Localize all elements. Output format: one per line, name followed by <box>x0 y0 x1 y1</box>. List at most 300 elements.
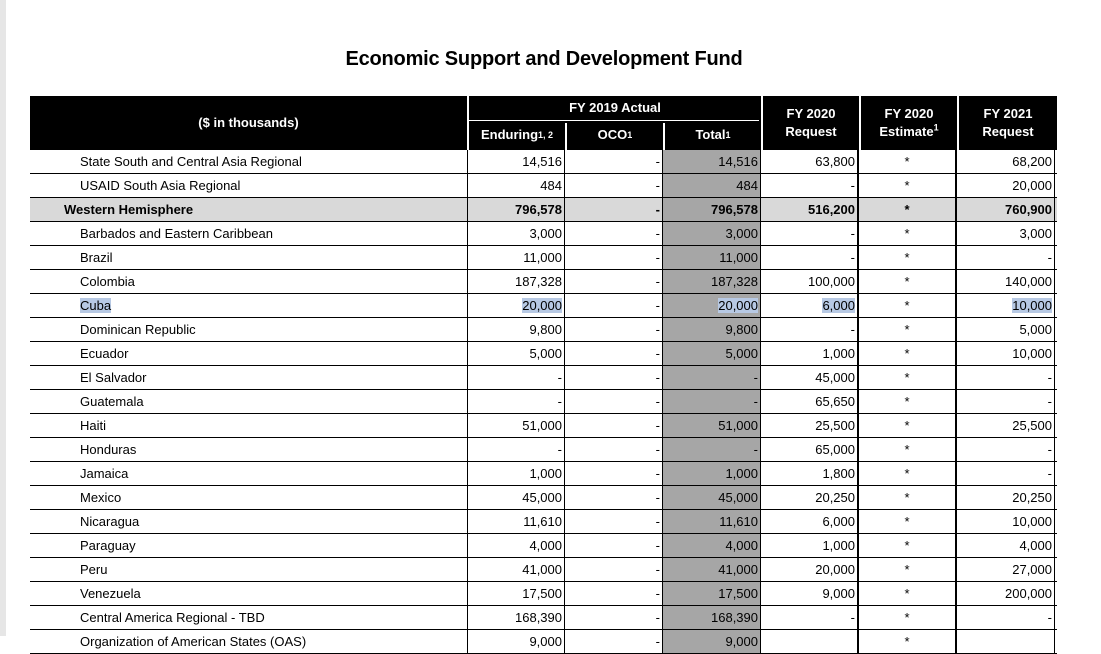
unit-header: ($ in thousands) <box>198 115 299 130</box>
enduring-cell <box>467 222 565 245</box>
fy2020-request-cell <box>761 486 859 509</box>
total-cell <box>663 630 761 653</box>
enduring-cell-value: 51,000 <box>522 418 562 433</box>
fy2021-request-cell-value: - <box>1047 610 1052 625</box>
fy2021-request-cell-value: 200,000 <box>1005 586 1052 601</box>
row-label <box>30 366 467 389</box>
fy2020-request-cell-value: - <box>850 226 855 241</box>
oco-cell <box>565 582 663 605</box>
total-cell-value: 796,578 <box>711 202 758 217</box>
oco-cell <box>565 606 663 629</box>
fy2020-estimate-cell <box>859 438 957 461</box>
oco-cell-value: - <box>655 202 660 217</box>
fy2021-request-cell-value: 27,000 <box>1012 562 1052 577</box>
fy2020-request-cell-value: 516,200 <box>808 202 855 217</box>
fy2020-request-cell <box>761 342 859 365</box>
fy2020-request-cell <box>761 294 859 317</box>
total-cell-value: 3,000 <box>725 226 758 241</box>
fy2021-request-cell <box>957 606 1055 629</box>
table-body <box>30 150 1057 654</box>
table-row <box>30 150 1057 174</box>
fy2021-request-cell <box>957 558 1055 581</box>
fy2021-request-line2: Request <box>982 124 1034 139</box>
table-row <box>30 294 1057 318</box>
total-label: Total <box>695 127 726 142</box>
oco-cell <box>565 630 663 653</box>
enduring-cell-value: 41,000 <box>522 562 562 577</box>
table-row <box>30 486 1057 510</box>
enduring-cell <box>467 294 565 317</box>
fy2021-request-cell-value: - <box>1047 466 1052 481</box>
row-label-text: Colombia <box>80 274 135 289</box>
enduring-cell <box>467 342 565 365</box>
fy2020-estimate-cell-value: * <box>904 586 910 601</box>
fy2020-estimate-cell-value: * <box>904 178 910 193</box>
table-row <box>30 582 1057 606</box>
fy2021-request-cell-value: 10,000 <box>1012 298 1052 313</box>
fy2020-request-cell-value: 65,650 <box>815 394 855 409</box>
fy2021-request-cell <box>957 582 1055 605</box>
total-cell <box>663 342 761 365</box>
row-label-text: Cuba <box>80 298 112 313</box>
fy2020-estimate-cell <box>859 606 957 629</box>
oco-cell-value: - <box>655 346 660 361</box>
row-label <box>30 270 467 293</box>
enduring-cell <box>467 462 565 485</box>
oco-cell-value: - <box>655 610 660 625</box>
oco-cell-value: - <box>655 538 660 553</box>
enduring-cell-value: 3,000 <box>529 226 562 241</box>
fy2020-request-cell <box>761 414 859 437</box>
total-cell <box>663 270 761 293</box>
total-cell-value: 51,000 <box>718 418 758 433</box>
table-row <box>30 318 1057 342</box>
fy2020-estimate-cell-value: * <box>904 154 910 169</box>
row-label-text: Ecuador <box>80 346 129 361</box>
fy2020-estimate-cell-value: * <box>904 562 910 577</box>
fy2020-request-cell <box>761 270 859 293</box>
fy2020-estimate-cell-value: * <box>904 202 910 217</box>
enduring-cell <box>467 486 565 509</box>
fy2020-request-cell <box>761 582 859 605</box>
table-row <box>30 222 1057 246</box>
total-cell <box>663 198 761 221</box>
total-cell <box>663 246 761 269</box>
fy2021-request-cell-value: 10,000 <box>1012 346 1052 361</box>
fy2020-estimate-cell-value: * <box>904 610 910 625</box>
oco-cell-value: - <box>655 418 660 433</box>
row-label <box>30 606 467 629</box>
enduring-cell <box>467 246 565 269</box>
table-row <box>30 462 1057 486</box>
table-row <box>30 438 1057 462</box>
total-cell <box>663 366 761 389</box>
fy2019-group-underline <box>469 120 759 121</box>
row-label-text: Mexico <box>80 490 122 505</box>
oco-cell <box>565 558 663 581</box>
enduring-cell-value: 187,328 <box>515 274 562 289</box>
enduring-cell-value: 20,000 <box>522 298 562 313</box>
enduring-cell <box>467 174 565 197</box>
fy2020-request-cell <box>761 366 859 389</box>
fy2020-request-cell-value: 63,800 <box>815 154 855 169</box>
oco-cell <box>565 366 663 389</box>
fy2020-estimate-cell-value: * <box>904 538 910 553</box>
row-label-text: Peru <box>80 562 108 577</box>
total-cell-value: - <box>753 370 758 385</box>
row-label-text: Central America Regional - TBD <box>80 610 265 625</box>
fy2021-request-cell <box>957 438 1055 461</box>
fy2020-request-cell-value: 45,000 <box>815 370 855 385</box>
fy2021-request-cell-value: 68,200 <box>1012 154 1052 169</box>
total-cell-value: 9,800 <box>725 322 758 337</box>
enduring-cell <box>467 414 565 437</box>
fy2020-estimate-cell <box>859 366 957 389</box>
fy2021-request-cell-value: - <box>1047 370 1052 385</box>
fy2021-request-cell <box>957 246 1055 269</box>
fy2020-estimate-cell-value: * <box>904 322 910 337</box>
enduring-cell-value: 1,000 <box>529 466 562 481</box>
table-row <box>30 342 1057 366</box>
fy2020-estimate-cell <box>859 342 957 365</box>
total-cell-value: 41,000 <box>718 562 758 577</box>
row-label-text: Jamaica <box>80 466 129 481</box>
total-cell-value: 45,000 <box>718 490 758 505</box>
enduring-cell-value: 11,610 <box>523 514 562 529</box>
fy2020-request-cell <box>761 150 859 173</box>
fy2020-request-cell-value: 20,250 <box>815 490 855 505</box>
table-row <box>30 390 1057 414</box>
enduring-cell-value: 168,390 <box>515 610 562 625</box>
total-cell <box>663 414 761 437</box>
total-cell <box>663 294 761 317</box>
total-cell <box>663 438 761 461</box>
fy2020-estimate-cell <box>859 150 957 173</box>
oco-cell <box>565 534 663 557</box>
fy2020-request-cell-value: 100,000 <box>808 274 855 289</box>
enduring-header: Enduring 1, 2 <box>480 127 554 142</box>
row-label-text: Venezuela <box>80 586 141 601</box>
fy2021-request-cell <box>957 174 1055 197</box>
fy2020-request-cell <box>761 198 859 221</box>
total-cell <box>663 462 761 485</box>
fy2020-estimate-cell <box>859 462 957 485</box>
fy2021-request-cell-value: 3,000 <box>1019 226 1052 241</box>
fy2021-request-cell-value: 10,000 <box>1012 514 1052 529</box>
oco-cell <box>565 390 663 413</box>
fy2021-request-cell <box>957 510 1055 533</box>
table-row <box>30 534 1057 558</box>
table-row <box>30 246 1057 270</box>
fy2020-estimate-cell <box>859 270 957 293</box>
oco-cell-value: - <box>655 154 660 169</box>
row-label-text: Honduras <box>80 442 137 457</box>
row-label <box>30 630 467 653</box>
fy2020-estimate-cell <box>859 246 957 269</box>
enduring-cell-value: 9,000 <box>529 634 562 649</box>
fy2021-request-cell <box>957 390 1055 413</box>
enduring-cell-value: - <box>557 394 562 409</box>
fy2020-request-cell <box>761 174 859 197</box>
total-cell-value: 9,000 <box>725 634 758 649</box>
enduring-cell <box>467 606 565 629</box>
fy2020-request-cell <box>761 246 859 269</box>
fy2021-request-cell-value: 20,000 <box>1012 178 1052 193</box>
total-cell-value: 20,000 <box>718 298 758 313</box>
total-header: Total 1 <box>695 127 731 142</box>
fy2021-request-cell <box>957 462 1055 485</box>
enduring-cell <box>467 270 565 293</box>
fy2020-estimate-cell <box>859 294 957 317</box>
oco-cell-value: - <box>655 226 660 241</box>
fy2021-request-cell-value: 4,000 <box>1019 538 1052 553</box>
fy2020-request-line1: FY 2020 <box>786 106 836 121</box>
fy2021-request-cell-value: 140,000 <box>1005 274 1052 289</box>
fy2020-request-cell <box>761 510 859 533</box>
fy2020-request-cell-value: 9,000 <box>822 586 855 601</box>
table-row <box>30 510 1057 534</box>
fy2020-estimate-header <box>861 96 957 150</box>
document-title: Economic Support and Development Fund <box>345 48 743 70</box>
oco-cell <box>565 510 663 533</box>
fy2020-request-cell <box>761 438 859 461</box>
oco-cell <box>565 198 663 221</box>
fy2021-request-header <box>959 96 1057 150</box>
fy2020-request-cell-value: - <box>850 178 855 193</box>
fy2020-request-cell-value: 1,000 <box>822 346 855 361</box>
total-cell <box>663 486 761 509</box>
fy2020-request-cell-value: - <box>850 250 855 265</box>
total-cell-value: 5,000 <box>725 346 758 361</box>
fy2021-request-cell <box>957 630 1055 653</box>
enduring-cell <box>467 150 565 173</box>
row-label-text: Barbados and Eastern Caribbean <box>80 226 273 241</box>
enduring-cell-value: 45,000 <box>522 490 562 505</box>
oco-cell-value: - <box>655 274 660 289</box>
total-cell-value: 14,516 <box>718 154 758 169</box>
row-label <box>30 174 467 197</box>
table-row <box>30 630 1057 654</box>
fy2020-estimate-cell-value: * <box>904 634 910 649</box>
total-cell-value: 4,000 <box>725 538 758 553</box>
region-subtotal-row <box>30 198 1057 222</box>
fy2021-request-cell <box>957 150 1055 173</box>
row-label <box>30 414 467 437</box>
row-label-text: Dominican Republic <box>80 322 196 337</box>
enduring-cell <box>467 318 565 341</box>
fy2019-group-header: FY 2019 Actual <box>569 100 661 115</box>
fy2020-request-cell <box>761 630 859 653</box>
row-label <box>30 294 467 317</box>
enduring-cell <box>467 438 565 461</box>
fy2020-estimate-cell <box>859 558 957 581</box>
fy2020-request-cell-value: 1,000 <box>822 538 855 553</box>
fy2020-request-cell-value: 6,000 <box>822 514 855 529</box>
fy2020-request-cell-value: 25,500 <box>815 418 855 433</box>
enduring-cell-value: 484 <box>540 178 562 193</box>
fy2021-request-cell <box>957 198 1055 221</box>
row-label-text: El Salvador <box>80 370 147 385</box>
oco-cell-value: - <box>655 394 660 409</box>
budget-table <box>30 96 1057 654</box>
oco-cell <box>565 486 663 509</box>
fy2020-request-cell-value: 1,800 <box>822 466 855 481</box>
oco-cell-value: - <box>655 322 660 337</box>
enduring-cell <box>467 534 565 557</box>
fy2021-request-cell <box>957 222 1055 245</box>
fy2020-estimate-cell <box>859 390 957 413</box>
row-label <box>30 390 467 413</box>
oco-cell-value: - <box>655 586 660 601</box>
table-row <box>30 606 1057 630</box>
fy2020-estimate-cell <box>859 414 957 437</box>
fy2020-request-cell <box>761 462 859 485</box>
total-cell <box>663 606 761 629</box>
oco-cell-value: - <box>655 250 660 265</box>
fy2020-estimate-cell <box>859 630 957 653</box>
total-cell-value: 17,500 <box>718 586 758 601</box>
row-label-text: Organization of American States (OAS) <box>80 634 307 649</box>
fy2020-request-header <box>763 96 859 150</box>
fy2020-request-cell <box>761 318 859 341</box>
enduring-label: Enduring <box>480 127 539 142</box>
enduring-cell-value: 17,500 <box>522 586 562 601</box>
row-label <box>30 582 467 605</box>
fy2020-estimate-cell <box>859 174 957 197</box>
oco-cell-value: - <box>655 634 660 649</box>
total-cell-value: 187,328 <box>711 274 758 289</box>
total-cell-value: - <box>753 442 758 457</box>
enduring-cell-value: 9,800 <box>529 322 562 337</box>
oco-cell-value: - <box>655 466 660 481</box>
fy2020-estimate-cell <box>859 510 957 533</box>
fy2020-estimate-cell-value: * <box>904 442 910 457</box>
fy2020-estimate-sup: 1 <box>933 122 939 133</box>
fy2020-request-cell <box>761 390 859 413</box>
oco-cell <box>565 174 663 197</box>
oco-cell <box>565 222 663 245</box>
oco-cell <box>565 462 663 485</box>
enduring-cell <box>467 390 565 413</box>
total-cell <box>663 510 761 533</box>
table-header <box>30 96 1057 150</box>
oco-cell-value: - <box>655 490 660 505</box>
row-label <box>30 438 467 461</box>
table-row <box>30 270 1057 294</box>
fy2020-request-cell-value: - <box>850 610 855 625</box>
oco-cell <box>565 150 663 173</box>
fy2021-request-cell <box>957 318 1055 341</box>
enduring-cell-value: - <box>557 370 562 385</box>
fy2020-request-cell <box>761 606 859 629</box>
row-label-text: Haiti <box>80 418 107 433</box>
fy2021-request-cell-value: 25,500 <box>1012 418 1052 433</box>
total-cell <box>663 534 761 557</box>
fy2020-request-cell <box>761 534 859 557</box>
row-label <box>30 558 467 581</box>
fy2021-request-cell <box>957 486 1055 509</box>
fy2021-request-cell <box>957 294 1055 317</box>
total-cell <box>663 174 761 197</box>
row-label-text: Nicaragua <box>80 514 140 529</box>
row-label <box>30 534 467 557</box>
total-cell <box>663 318 761 341</box>
oco-cell-value: - <box>655 178 660 193</box>
fy2021-request-cell-value: - <box>1047 394 1052 409</box>
oco-label: OCO <box>597 127 628 142</box>
fy2020-estimate-cell-value: * <box>904 274 910 289</box>
fy2020-estimate-cell-value: * <box>904 490 910 505</box>
oco-header: OCO 1 <box>597 127 633 142</box>
fy2021-request-cell <box>957 414 1055 437</box>
oco-cell-value: - <box>655 298 660 313</box>
oco-cell <box>565 270 663 293</box>
oco-cell <box>565 414 663 437</box>
fy2020-request-cell-value: 20,000 <box>815 562 855 577</box>
fy2020-estimate-cell-value: * <box>904 346 910 361</box>
fy2020-request-cell-value: - <box>850 322 855 337</box>
fy2020-request-cell <box>761 558 859 581</box>
total-cell <box>663 390 761 413</box>
row-label <box>30 462 467 485</box>
fy2020-estimate-line2-wrap <box>879 123 938 141</box>
fy2020-estimate-cell-value: * <box>904 250 910 265</box>
row-label-text: Guatemala <box>80 394 144 409</box>
fy2021-request-line1: FY 2021 <box>983 106 1033 121</box>
enduring-cell <box>467 198 565 221</box>
enduring-cell <box>467 558 565 581</box>
fy2020-estimate-cell-value: * <box>904 514 910 529</box>
table-row <box>30 174 1057 198</box>
total-cell-value: 168,390 <box>711 610 758 625</box>
fy2021-request-cell-value: 760,900 <box>1005 202 1052 217</box>
enduring-cell <box>467 582 565 605</box>
fy2020-estimate-cell <box>859 486 957 509</box>
table-row <box>30 414 1057 438</box>
fy2020-estimate-cell-value: * <box>904 370 910 385</box>
fy2021-request-cell <box>957 366 1055 389</box>
row-label-text: Western Hemisphere <box>64 202 194 217</box>
total-cell <box>663 222 761 245</box>
row-label-text: Paraguay <box>80 538 136 553</box>
row-label-text: Brazil <box>80 250 113 265</box>
oco-cell-value: - <box>655 370 660 385</box>
fy2020-request-cell-value: 6,000 <box>822 298 855 313</box>
total-cell-value: - <box>753 394 758 409</box>
fy2021-request-cell <box>957 270 1055 293</box>
total-cell-value: 484 <box>736 178 758 193</box>
row-label-text: State South and Central Asia Regional <box>80 154 302 169</box>
fy2020-estimate-cell <box>859 582 957 605</box>
oco-cell <box>565 438 663 461</box>
enduring-cell-value: - <box>557 442 562 457</box>
row-label-text: USAID South Asia Regional <box>80 178 241 193</box>
oco-cell <box>565 246 663 269</box>
enduring-cell <box>467 630 565 653</box>
fy2021-request-cell <box>957 342 1055 365</box>
fy2020-estimate-cell <box>859 222 957 245</box>
enduring-cell <box>467 510 565 533</box>
fy2020-request-cell <box>761 222 859 245</box>
oco-cell <box>565 342 663 365</box>
oco-cell <box>565 318 663 341</box>
fy2020-estimate-cell-value: * <box>904 298 910 313</box>
fy2020-estimate-cell-value: * <box>904 394 910 409</box>
fy2020-request-line2: Request <box>785 124 837 139</box>
total-cell <box>663 558 761 581</box>
fy2021-request-cell-value: 20,250 <box>1012 490 1052 505</box>
fy2021-request-cell-value: - <box>1047 442 1052 457</box>
